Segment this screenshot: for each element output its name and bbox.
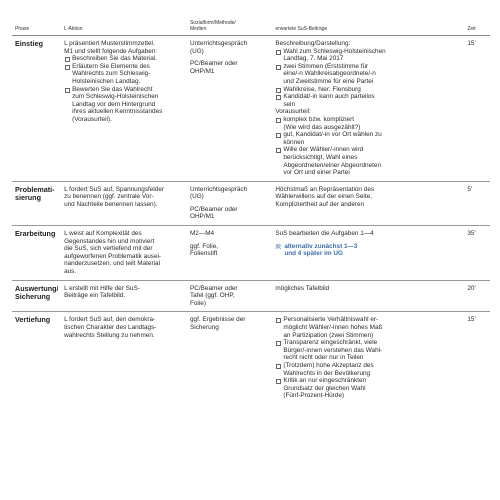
action-text: aufgeworfenen Problematik ausei- xyxy=(64,252,162,260)
bullet-item-line: Landtag vor dem Hintergrund xyxy=(72,100,156,108)
table-row xyxy=(12,181,490,225)
method-cell xyxy=(187,280,272,312)
lmotion-cell xyxy=(61,312,187,404)
method-text: Sicherung xyxy=(189,324,219,331)
phase-cell xyxy=(12,36,61,182)
method-text: OHP/M1 xyxy=(189,213,215,221)
bullet-item: zwei Stimmen (Erststimme für xyxy=(275,63,461,71)
method-cell xyxy=(187,226,272,281)
lesson-plan-table xyxy=(12,20,490,404)
expected-cell xyxy=(272,280,464,312)
bullet-item-line: (Wie wird das ausgezählt?) xyxy=(283,123,361,131)
method-text: Unterrichtsgespräch xyxy=(189,40,248,47)
method-text: OHP/M1 xyxy=(189,67,215,75)
time-cell: 20' xyxy=(464,280,490,312)
bullet-item-line: und Zweitstimme für eine Partei xyxy=(283,77,374,85)
lmotion-cell xyxy=(61,181,187,225)
bullet-item: (Trotzdem) hohe Akzeptanz des xyxy=(275,362,461,370)
bullet-item-line: vor Ort und einer Partei xyxy=(283,169,350,177)
header-zeit: Zeit xyxy=(464,20,490,36)
bullet-item-line: können xyxy=(283,138,305,146)
bullet-item: Kritik an nur eingeschränkten xyxy=(275,377,461,385)
group-work-icon xyxy=(275,244,281,249)
lmotion-cell xyxy=(61,226,187,281)
expected-cell xyxy=(272,312,464,404)
action-text: L präsentiert Musterstimmzettel. xyxy=(64,40,155,47)
action-text: aus. xyxy=(64,268,77,276)
method-text: PC/Beamer oder xyxy=(189,60,238,68)
phase-label: Einstieg xyxy=(15,40,43,48)
action-text: wahlrechts Stellung zu nehmen. xyxy=(64,331,155,339)
bullet-item-line: Abgeordneten/einer Abgeordneten xyxy=(283,161,382,169)
phase-label: Erarbeitung xyxy=(15,230,56,239)
action-text: L weist auf Komplexität des xyxy=(64,230,142,238)
header-phase: Phase xyxy=(12,20,61,36)
header-sozialform: Sozialform/Methode/ Medien xyxy=(187,20,272,36)
table-row xyxy=(12,312,490,404)
expected-cell xyxy=(272,181,464,225)
expected-text: mögliches Tafelbild xyxy=(275,284,330,292)
action-text: nanderzusetzen, und teilt Material xyxy=(64,260,160,268)
bullet-item: Bewerten Sie das Wahlrecht xyxy=(64,86,184,94)
action-text: zu benennen (ggf. zentrale Vor- xyxy=(64,193,154,201)
phase-label: Auswertung/ xyxy=(15,284,59,293)
phase-cell xyxy=(12,280,61,312)
table-row xyxy=(12,36,490,182)
time-cell: 15' xyxy=(467,40,476,47)
bullet-item: komplex bzw. kompliziert xyxy=(275,116,461,124)
method-cell xyxy=(187,36,272,182)
method-text: Tafel (ggf. OHP, xyxy=(189,292,235,300)
bullet-item: Wahlkreise, hier: Flensburg xyxy=(275,86,461,94)
method-text: M2—M4 xyxy=(189,230,215,238)
phase-cell xyxy=(12,312,61,404)
table-header-row xyxy=(12,20,490,36)
time-cell: 35' xyxy=(464,226,490,281)
bullet-item-line: (Fünf-Prozent-Hürde) xyxy=(283,392,345,400)
method-text: Folienstift xyxy=(189,250,218,258)
action-text: die SuS, sich vertiefend mit der xyxy=(64,245,153,253)
header-erwartet: erwartete SuS-Beiträge xyxy=(272,20,464,36)
bullet-item-line: Holsteinischen Landtag. xyxy=(72,77,141,85)
expected-text: SuS bearbeiten die Aufgaben 1—4 xyxy=(275,230,374,238)
bullet-item: Kandidat/-in kann auch parteilos xyxy=(275,93,461,101)
method-cell xyxy=(187,181,272,225)
phase-label: sierung xyxy=(15,194,41,203)
bullet-item: Transparenz eingeschränkt, viele xyxy=(275,339,461,347)
bullet-item-line: eine/-n Wahlkreisabgeordnete/-n xyxy=(283,70,376,78)
action-text: Gegenstandes hin und motiviert xyxy=(64,237,155,245)
bullet-item-line: ihres aktuellen Kenntnisstandes xyxy=(72,108,163,116)
method-text: ggf. Ergebnisse der xyxy=(189,316,246,324)
bullet-item-line: Wahlrechts zum Schleswig- xyxy=(72,70,151,78)
action-text: tischen Charakter des Landtags- xyxy=(64,324,157,331)
action-text: L fordert SuS auf, den demokra- xyxy=(64,316,156,324)
action-text: Beiträge ein Tafelbild. xyxy=(64,292,126,300)
bullet-item-line: recht nicht oder nur in Teilen xyxy=(283,354,364,362)
expected-text: Kompliziertheit auf der anderen xyxy=(275,200,365,208)
method-text: Unterrichtsgespräch xyxy=(189,185,248,193)
method-text: PC/Beamer oder xyxy=(189,284,238,292)
bullet-item-line: berücksichtigt, Wahl eines xyxy=(283,153,358,161)
phase-label: Problemati- xyxy=(15,185,55,194)
method-text: (UG) xyxy=(189,193,204,201)
bullet-item-line: Grundsatz der gleichen Wahl xyxy=(283,384,366,392)
bullet-item-line: möglicht Wähler/-innen hohes Maß xyxy=(283,324,383,331)
bullet-item: Personalisierte Verhältniswahl er- xyxy=(275,316,461,324)
expected-cell xyxy=(272,226,464,281)
action-text: L fordert SuS auf, Spannungsfelder xyxy=(64,185,165,193)
bullet-item-line: Wahlrechts in der Bevölkerung xyxy=(283,369,371,377)
time-cell: 5' xyxy=(464,181,490,225)
method-text: ggf. Folie, xyxy=(189,242,219,250)
method-cell xyxy=(187,312,272,404)
action-text: L erstellt mit Hilfe der SuS- xyxy=(64,284,140,292)
bullet-item: gut, Kandidat/-in vor Ort wählen zu xyxy=(275,131,461,139)
expected-text: Wählerwillens auf der einen Seite, xyxy=(275,193,372,201)
bullet-item-line: an Partizipation (zwei Stimmen) xyxy=(283,331,374,339)
expected-cell xyxy=(272,36,464,182)
phase-label: Sicherung xyxy=(15,293,51,302)
method-text: (UG) xyxy=(189,47,204,55)
phase-cell xyxy=(12,181,61,225)
expected-text: Beschreibung/Darstellung: xyxy=(275,40,351,47)
bullet-item-line: zum Schleswig-Holsteinischen xyxy=(72,93,159,101)
action-text: und Nachteile benennen lassen). xyxy=(64,200,158,208)
expected-text: Vorausurteil: xyxy=(275,108,311,116)
team-note: und 4 später im UG xyxy=(284,250,343,258)
lmotion-cell xyxy=(61,36,187,182)
table-row xyxy=(12,280,490,312)
team-note: alternativ zunächst 1—3 xyxy=(275,243,461,251)
bullet-item: Wahl zum Schleswig-Holsteinischen xyxy=(275,48,461,56)
phase-cell xyxy=(12,226,61,281)
header-lmotion: L-Aktion xyxy=(61,20,187,36)
expected-text: Höchstmaß an Repräsentation des xyxy=(275,185,375,193)
bullet-item-line: sein xyxy=(283,100,296,108)
bullet-item: Erläutern Sie Elemente des xyxy=(64,63,184,71)
table-row xyxy=(12,226,490,281)
bullet-item-line: (Vorausurteil). xyxy=(72,115,112,123)
bullet-item: Wille der Wähler/-innen wird xyxy=(275,146,461,154)
action-text: M1 und stellt folgende Aufgaben: xyxy=(64,47,158,55)
bullet-item: Beschreiben Sie das Material. xyxy=(64,55,184,63)
lmotion-cell xyxy=(61,280,187,312)
bullet-item-line: Bürger/-innen verstehen das Wahl- xyxy=(283,346,383,354)
phase-label: Vertiefung xyxy=(15,316,51,325)
bullet-item-line: Landtag, 7. Mai 2017 xyxy=(283,55,344,63)
method-text: Folie) xyxy=(189,299,206,307)
method-text: PC/Beamer oder xyxy=(189,205,238,213)
time-cell: 15' xyxy=(464,312,490,404)
